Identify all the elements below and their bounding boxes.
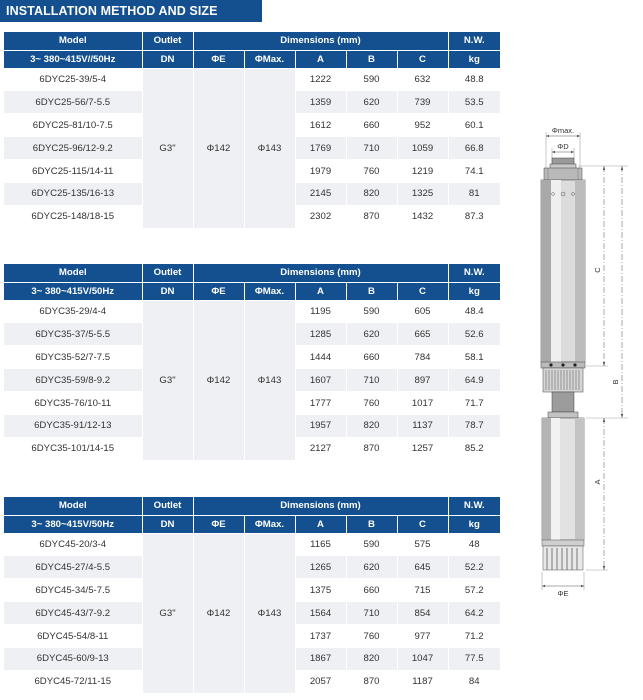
model-cell: 6DYC45-60/9-13	[4, 647, 142, 670]
nw-header: N.W.	[448, 32, 500, 50]
model-cell: 6DYC35-29/4-4	[4, 300, 142, 323]
a-cell: 1222	[295, 68, 346, 91]
table-row	[4, 300, 500, 323]
nw-cell: 52.6	[448, 323, 500, 346]
nw-cell: 71.2	[448, 625, 500, 648]
model-cell: 6DYC35-52/7-7.5	[4, 346, 142, 369]
phi-max-cell: Φ143	[244, 300, 295, 460]
header-row	[4, 264, 500, 282]
phi-max-cell: Φ143	[244, 68, 295, 228]
model-cell: 6DYC45-43/7-9.2	[4, 602, 142, 625]
b-cell: 660	[346, 346, 397, 369]
a-cell: 1612	[295, 114, 346, 137]
c-cell: 1059	[397, 137, 448, 160]
c-cell: 575	[397, 533, 448, 556]
b-cell: 820	[346, 414, 397, 437]
spec-table-6dyc45	[4, 497, 500, 694]
nw-cell: 74.1	[448, 160, 500, 183]
nw-cell: 85.2	[448, 437, 500, 460]
c-cell: 605	[397, 300, 448, 323]
nw-cell: 57.2	[448, 579, 500, 602]
a-label: A	[593, 479, 602, 485]
phi-e-header: ΦE	[193, 50, 244, 68]
dimensions-header: Dimensions (mm)	[193, 497, 448, 515]
a-cell: 1285	[295, 323, 346, 346]
subheader-row	[4, 515, 500, 533]
model-cell: 6DYC25-135/16-13	[4, 182, 142, 205]
phi-max-label: Φmax.	[551, 126, 575, 135]
model-cell: 6DYC35-37/5-5.5	[4, 323, 142, 346]
c-cell: 1432	[397, 205, 448, 228]
header-row	[4, 497, 500, 515]
kg-header: kg	[448, 515, 500, 533]
nw-cell: 58.1	[448, 346, 500, 369]
model-cell: 6DYC35-76/10-11	[4, 392, 142, 415]
b-cell: 590	[346, 300, 397, 323]
model-cell: 6DYC45-54/8-11	[4, 625, 142, 648]
model-header: Model	[4, 264, 142, 282]
c-cell: 1137	[397, 414, 448, 437]
outlet-cell: G3"	[142, 300, 193, 460]
subheader-row	[4, 50, 500, 68]
b-cell: 620	[346, 91, 397, 114]
c-cell: 632	[397, 68, 448, 91]
b-cell: 870	[346, 670, 397, 693]
nw-cell: 87.3	[448, 205, 500, 228]
nw-header: N.W.	[448, 264, 500, 282]
b-cell: 760	[346, 625, 397, 648]
model-cell: 6DYC35-59/8-9.2	[4, 369, 142, 392]
section-title: INSTALLATION METHOD AND SIZE	[0, 0, 262, 22]
dn-header: DN	[142, 50, 193, 68]
model-cell: 6DYC45-27/4-5.5	[4, 556, 142, 579]
nw-cell: 84	[448, 670, 500, 693]
nw-cell: 77.5	[448, 647, 500, 670]
b-cell: 820	[346, 182, 397, 205]
a-cell: 1607	[295, 369, 346, 392]
model-cell: 6DYC25-39/5-4	[4, 68, 142, 91]
b-cell: 620	[346, 323, 397, 346]
b-cell: 870	[346, 437, 397, 460]
c-cell: 1017	[397, 392, 448, 415]
a-cell: 2302	[295, 205, 346, 228]
model-cell: 6DYC45-72/11-15	[4, 670, 142, 693]
model-cell: 6DYC25-148/18-15	[4, 205, 142, 228]
dimensions-header: Dimensions (mm)	[193, 32, 448, 50]
phi-e-header: ΦE	[193, 282, 244, 300]
a-cell: 1979	[295, 160, 346, 183]
pump-motor	[542, 418, 584, 570]
phi-e-cell: Φ142	[193, 533, 244, 693]
pump-suction-inlet	[541, 362, 585, 418]
kg-header: kg	[448, 50, 500, 68]
c-cell: 897	[397, 369, 448, 392]
dn-header: DN	[142, 515, 193, 533]
b-header: B	[346, 515, 397, 533]
subheader-row	[4, 282, 500, 300]
c-header: C	[397, 282, 448, 300]
model-cell: 6DYC35-101/14-15	[4, 437, 142, 460]
b-cell: 870	[346, 205, 397, 228]
a-cell: 1777	[295, 392, 346, 415]
b-cell: 620	[346, 556, 397, 579]
b-cell: 710	[346, 137, 397, 160]
nw-header: N.W.	[448, 497, 500, 515]
phi-e-cell: Φ142	[193, 300, 244, 460]
voltage-header: 3~ 380~415V//50Hz	[4, 50, 142, 68]
pump-body	[541, 180, 585, 362]
phi-max-header: ΦMax.	[244, 282, 295, 300]
model-cell: 6DYC35-91/12-13	[4, 414, 142, 437]
c-cell: 1325	[397, 182, 448, 205]
phi-max-header: ΦMax.	[244, 50, 295, 68]
phi-d-label: ΦD	[557, 142, 569, 151]
model-cell: 6DYC25-96/12-9.2	[4, 137, 142, 160]
model-cell: 6DYC25-81/10-7.5	[4, 114, 142, 137]
voltage-header: 3~ 380~415V/50Hz	[4, 515, 142, 533]
a-header: A	[295, 515, 346, 533]
a-cell: 2145	[295, 182, 346, 205]
phi-e-cell: Φ142	[193, 68, 244, 228]
c-cell: 952	[397, 114, 448, 137]
phi-max-header: ΦMax.	[244, 515, 295, 533]
dimensions-header: Dimensions (mm)	[193, 264, 448, 282]
phi-e-header: ΦE	[193, 515, 244, 533]
c-cell: 977	[397, 625, 448, 648]
model-cell: 6DYC25-115/14-11	[4, 160, 142, 183]
nw-cell: 52.2	[448, 556, 500, 579]
model-header: Model	[4, 32, 142, 50]
c-header: C	[397, 515, 448, 533]
a-cell: 2127	[295, 437, 346, 460]
b-cell: 760	[346, 160, 397, 183]
spec-table-6dyc35	[4, 264, 500, 461]
header-row	[4, 32, 500, 50]
outlet-cell: G3"	[142, 68, 193, 228]
a-cell: 1867	[295, 647, 346, 670]
a-cell: 1375	[295, 579, 346, 602]
b-cell: 590	[346, 68, 397, 91]
c-cell: 784	[397, 346, 448, 369]
a-cell: 2057	[295, 670, 346, 693]
c-cell: 715	[397, 579, 448, 602]
nw-cell: 60.1	[448, 114, 500, 137]
model-cell: 6DYC45-34/5-7.5	[4, 579, 142, 602]
a-cell: 1265	[295, 556, 346, 579]
b-dimension	[586, 166, 628, 418]
b-cell: 660	[346, 579, 397, 602]
b-cell: 710	[346, 369, 397, 392]
outlet-header: Outlet	[142, 264, 193, 282]
b-cell: 590	[346, 533, 397, 556]
c-cell: 854	[397, 602, 448, 625]
pump-dimension-diagram	[528, 120, 640, 600]
kg-header: kg	[448, 282, 500, 300]
a-cell: 1195	[295, 300, 346, 323]
nw-cell: 81	[448, 182, 500, 205]
b-header: B	[346, 50, 397, 68]
table-row	[4, 68, 500, 91]
c-header: C	[397, 50, 448, 68]
a-cell: 1444	[295, 346, 346, 369]
nw-cell: 53.5	[448, 91, 500, 114]
c-cell: 1219	[397, 160, 448, 183]
model-cell: 6DYC45-20/3-4	[4, 533, 142, 556]
a-cell: 1359	[295, 91, 346, 114]
a-cell: 1165	[295, 533, 346, 556]
c-cell: 645	[397, 556, 448, 579]
table-row	[4, 533, 500, 556]
a-dimension	[586, 418, 608, 570]
model-cell: 6DYC25-56/7-5.5	[4, 91, 142, 114]
b-cell: 820	[346, 647, 397, 670]
b-label: B	[611, 379, 620, 385]
phi-max-cell: Φ143	[244, 533, 295, 693]
a-cell: 1957	[295, 414, 346, 437]
nw-cell: 48	[448, 533, 500, 556]
c-cell: 739	[397, 91, 448, 114]
voltage-header: 3~ 380~415V/50Hz	[4, 282, 142, 300]
model-header: Model	[4, 497, 142, 515]
outlet-header: Outlet	[142, 497, 193, 515]
a-cell: 1737	[295, 625, 346, 648]
c-cell: 1187	[397, 670, 448, 693]
outlet-header: Outlet	[142, 32, 193, 50]
a-header: A	[295, 282, 346, 300]
b-cell: 760	[346, 392, 397, 415]
nw-cell: 64.9	[448, 369, 500, 392]
spec-table-6dyc25	[4, 32, 500, 229]
nw-cell: 48.4	[448, 300, 500, 323]
nw-cell: 48.8	[448, 68, 500, 91]
b-header: B	[346, 282, 397, 300]
a-cell: 1769	[295, 137, 346, 160]
b-cell: 710	[346, 602, 397, 625]
b-cell: 660	[346, 114, 397, 137]
nw-cell: 64.2	[448, 602, 500, 625]
nw-cell: 71.7	[448, 392, 500, 415]
phi-e-label: ΦE	[557, 589, 569, 598]
c-label: C	[593, 267, 602, 273]
nw-cell: 66.8	[448, 137, 500, 160]
c-cell: 1257	[397, 437, 448, 460]
nw-cell: 78.7	[448, 414, 500, 437]
c-cell: 1047	[397, 647, 448, 670]
c-cell: 665	[397, 323, 448, 346]
pump-outlet-head	[544, 158, 582, 180]
phi-e-dimension	[542, 572, 584, 598]
dn-header: DN	[142, 282, 193, 300]
a-cell: 1564	[295, 602, 346, 625]
outlet-cell: G3"	[142, 533, 193, 693]
a-header: A	[295, 50, 346, 68]
